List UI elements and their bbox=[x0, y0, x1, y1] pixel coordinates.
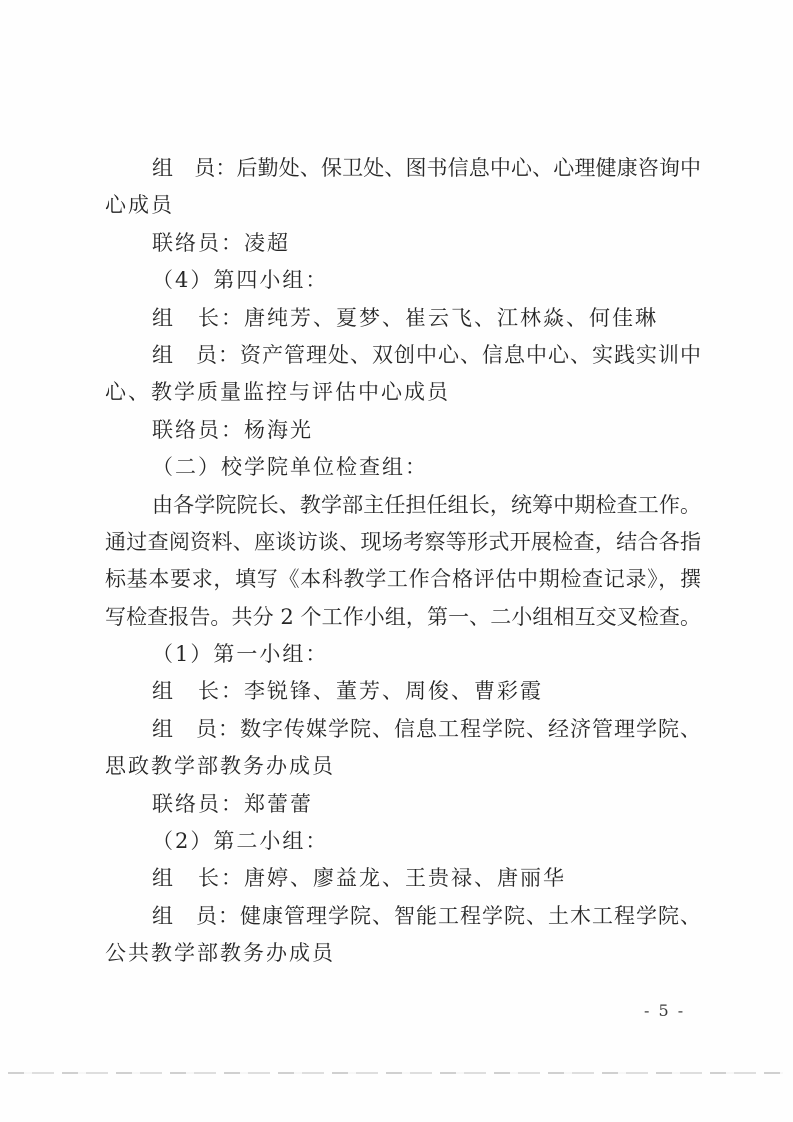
text-line-paragraph: 写检查报告。共分 2 个工作小组，第一、二小组相互交叉检查。 bbox=[105, 604, 701, 629]
text-line-group-leaders: 组 长：李锐锋、董芳、周俊、曹彩霞 bbox=[152, 679, 543, 704]
page-number: - 5 - bbox=[644, 1001, 686, 1020]
text-line-group-members: 组 员：后勤处、保卫处、图书信息中心、心理健康咨询中 bbox=[152, 156, 701, 180]
text-line-liaison: 联络员：杨海光 bbox=[152, 417, 313, 442]
text-line-subgroup-2-heading: （2）第二小组： bbox=[152, 829, 329, 854]
text-line-subgroup-4-heading: （4）第四小组： bbox=[152, 268, 329, 293]
text-line-group-leaders: 组 长：唐纯芳、夏梦、崔云飞、江林焱、何佳琳 bbox=[152, 305, 658, 330]
text-line-continuation: 公共教学部教务办成员 bbox=[105, 941, 335, 966]
text-line-liaison: 联络员：郑蕾蕾 bbox=[152, 791, 313, 816]
text-line-section-2-heading: （二）校学院单位检查组： bbox=[152, 455, 428, 480]
text-line-continuation: 心成员 bbox=[105, 193, 174, 218]
scan-artifact-line bbox=[8, 1072, 783, 1074]
text-line-group-members: 组 员：资产管理处、双创中心、信息中心、实践实训中 bbox=[152, 342, 701, 367]
text-line-liaison: 联络员：凌超 bbox=[152, 230, 290, 255]
text-line-group-members: 组 员：健康管理学院、智能工程学院、土木工程学院、 bbox=[152, 903, 701, 928]
text-line-group-members: 组 员：数字传媒学院、信息工程学院、经济管理学院、 bbox=[152, 716, 701, 741]
text-line-paragraph: 标基本要求，填写《本科教学工作合格评估中期检查记录》，撰 bbox=[105, 567, 701, 592]
text-line-group-leaders: 组 长：唐婷、廖益龙、王贵禄、唐丽华 bbox=[152, 866, 566, 891]
text-line-subgroup-1-heading: （1）第一小组： bbox=[152, 642, 329, 667]
text-line-paragraph: 通过查阅资料、座谈访谈、现场考察等形式开展检查，结合各指 bbox=[105, 529, 701, 554]
text-line-paragraph: 由各学院院长、教学部主任担任组长，统筹中期检查工作。 bbox=[152, 492, 701, 517]
text-line-continuation: 思政教学部教务办成员 bbox=[105, 754, 335, 779]
document-body bbox=[105, 150, 701, 973]
text-line-continuation: 心、教学质量监控与评估中心成员 bbox=[105, 380, 450, 405]
